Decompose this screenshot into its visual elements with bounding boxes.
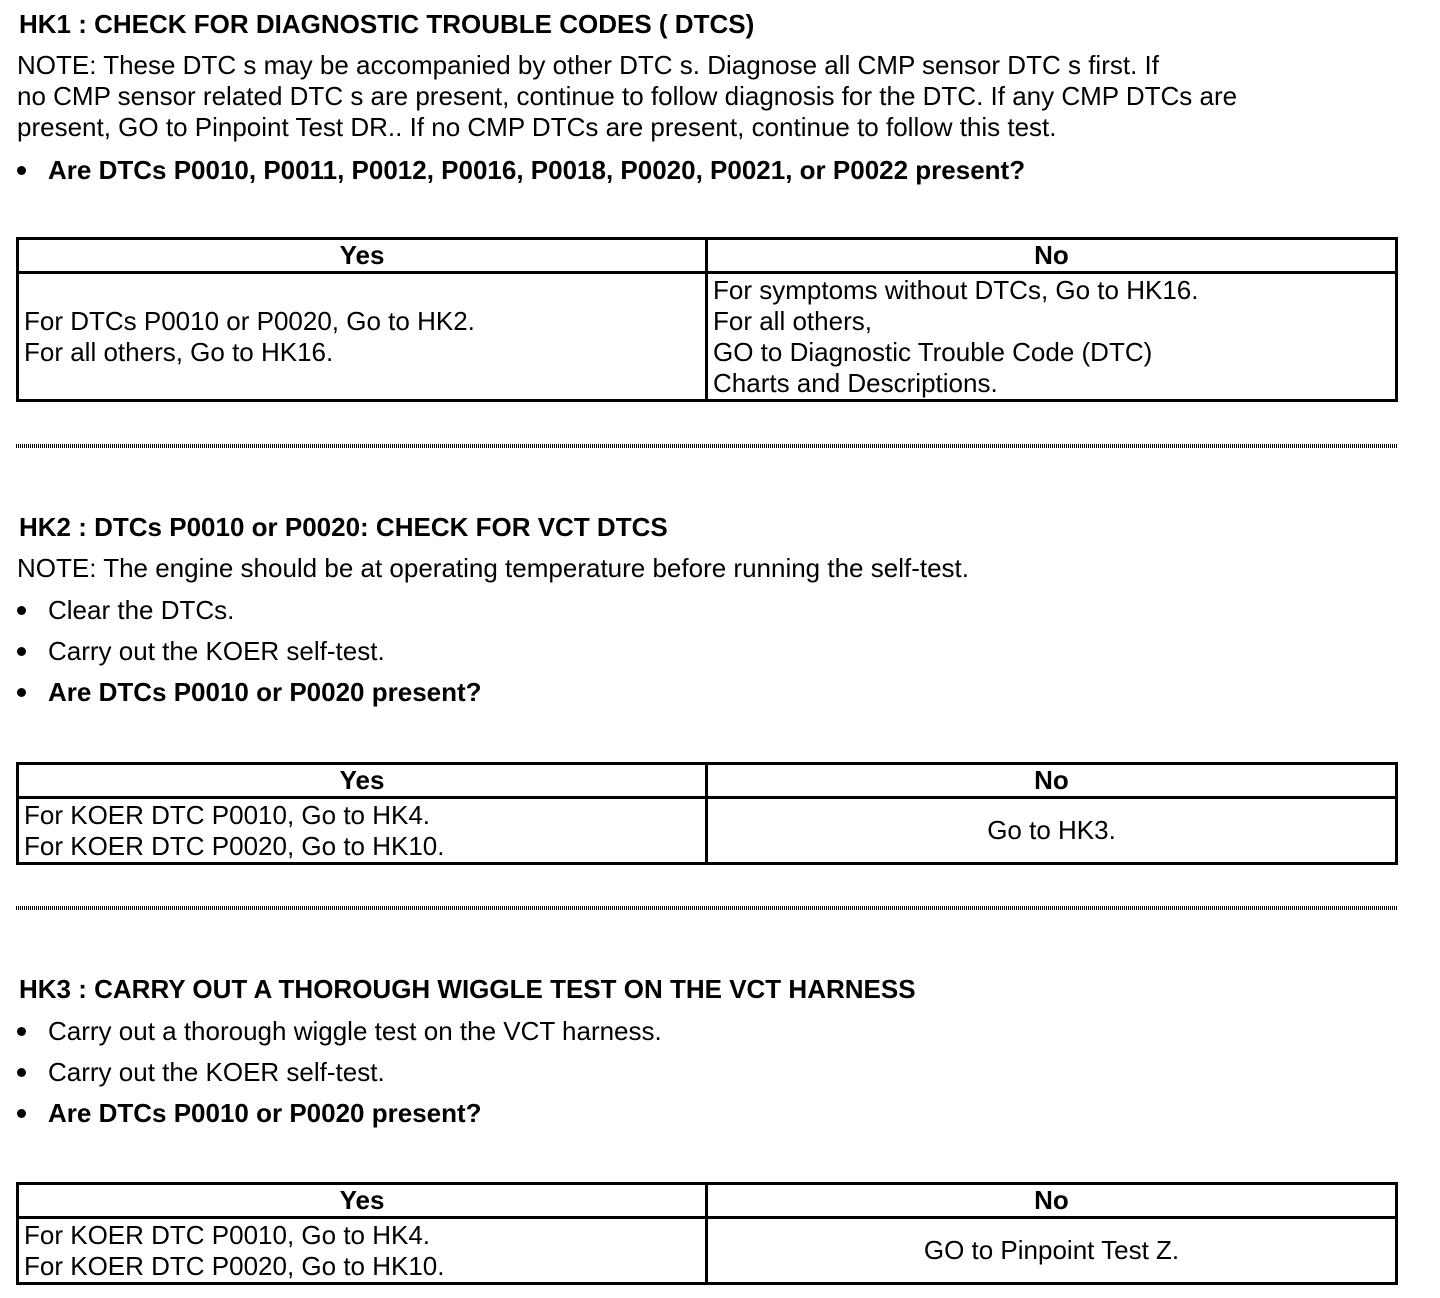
hk1-title: HK1 : CHECK FOR DIAGNOSTIC TROUBLE CODES ( DTCS) [19,9,755,39]
yes-header: Yes [18,239,707,273]
hk2-step-text: Carry out the KOER self-test. [48,636,385,666]
bullet-icon [17,606,26,615]
hk1-no-line: For symptoms without DTCs, Go to HK16. [713,274,1199,305]
bullet-icon [17,1027,26,1036]
hk2-result-table [16,762,1398,865]
hk1-yes-line: For all others, Go to HK16. [24,336,334,367]
hk2-question [17,677,482,707]
hk2-question-text: Are DTCs P0010 or P0020 present? [48,677,482,707]
hk3-yes-line: For KOER DTC P0020, Go to HK10. [24,1250,445,1281]
hk2-yes-line: For KOER DTC P0020, Go to HK10. [24,830,445,861]
hk3-step-text: Carry out a thorough wiggle test on the VCT harness. [48,1016,662,1046]
hk3-no-cell: GO to Pinpoint Test Z. [707,1218,1397,1284]
no-header: No [707,239,1397,273]
no-header: No [707,764,1397,798]
bullet-icon [17,1068,26,1077]
bullet-icon [17,166,26,175]
hk1-question [17,155,1025,185]
hk1-note [17,50,1237,143]
hk2-yes-cell [18,798,707,864]
hk1-no-line: Charts and Descriptions. [713,367,998,398]
hk1-yes-cell [18,273,707,401]
hk1-question-text: Are DTCs P0010, P0011, P0012, P0016, P0018, P0020, P0021, or P0022 present? [48,155,1026,185]
hk3-yes-cell [18,1218,707,1284]
hk3-question [17,1098,482,1128]
yes-header: Yes [18,764,707,798]
hk1-note-line: NOTE: These DTC s may be accompanied by other DTC s. Diagnose all CMP sensor DTC s first. If [17,50,1159,80]
hk2-step [17,636,385,666]
hk2-note: NOTE: The engine should be at operating temperature before running the self-test. [17,553,969,583]
hk3-result-table [16,1182,1398,1285]
hk1-no-line: GO to Diagnostic Trouble Code (DTC) [713,336,1153,367]
bullet-icon [17,647,26,656]
bullet-icon [17,1109,26,1118]
hk1-yes-line: For DTCs P0010 or P0020, Go to HK2. [24,305,475,336]
bullet-icon [17,688,26,697]
hk3-question-text: Are DTCs P0010 or P0020 present? [48,1098,482,1128]
hk1-note-line: no CMP sensor related DTC s are present, continue to follow diagnosis for the DTC. If any CMP DTCs are [17,81,1238,111]
hk2-title: HK2 : DTCs P0010 or P0020: CHECK FOR VCT DTCS [19,512,668,542]
hk3-step-text: Carry out the KOER self-test. [48,1057,385,1087]
hk2-yes-line: For KOER DTC P0010, Go to HK4. [24,799,431,830]
no-header: No [707,1184,1397,1218]
hk1-note-line: present, GO to Pinpoint Test DR.. If no CMP DTCs are present, continue to follow this test. [17,112,1057,142]
yes-header: Yes [18,1184,707,1218]
hk3-step [17,1057,385,1087]
section-divider [16,444,1397,448]
hk1-result-table [16,237,1398,402]
hk1-no-line: For all others, [713,305,872,336]
hk3-yes-line: For KOER DTC P0010, Go to HK4. [24,1219,431,1250]
hk2-no-cell: Go to HK3. [707,798,1397,864]
section-divider [16,906,1397,910]
hk2-step [17,595,234,625]
hk3-step [17,1016,662,1046]
hk2-step-text: Clear the DTCs. [48,595,235,625]
hk3-title: HK3 : CARRY OUT A THOROUGH WIGGLE TEST ON THE VCT HARNESS [19,974,916,1004]
hk1-no-cell [707,273,1397,401]
